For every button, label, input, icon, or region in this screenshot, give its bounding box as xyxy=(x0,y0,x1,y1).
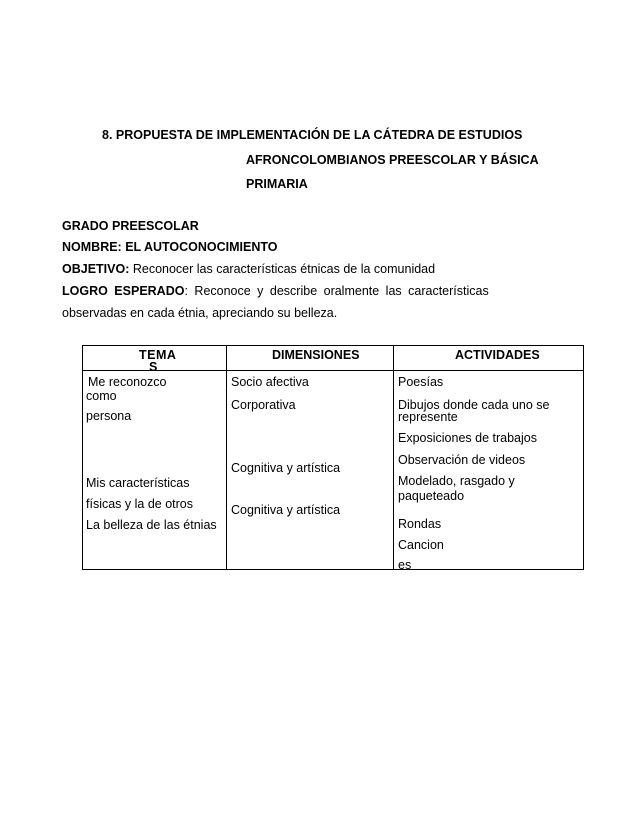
grado-label: GRADO PREESCOLAR xyxy=(62,219,199,233)
actividad-6: Rondas xyxy=(398,517,442,531)
actividad-2-line-1: Dibujos donde cada uno se xyxy=(398,398,550,412)
header-dimensiones: DIMENSIONES xyxy=(272,348,360,362)
actividad-3: Exposiciones de trabajos xyxy=(398,431,537,445)
section-title-line-3: PRIMARIA xyxy=(246,177,308,191)
column-divider-1 xyxy=(226,346,227,569)
header-actividades: ACTIVIDADES xyxy=(455,348,540,362)
logro-text: : Reconoce y describe oralmente las características xyxy=(184,284,489,298)
actividad-2-line-2: represente xyxy=(398,410,458,424)
tema-1-line-1: Me reconozco xyxy=(88,375,167,389)
actividad-4: Observación de videos xyxy=(398,453,526,467)
tema-3: La belleza de las étnias xyxy=(86,518,217,532)
section-title-line-2: AFRONCOLOMBIANOS PREESCOLAR Y BÁSICA xyxy=(246,153,539,167)
header-temas: TEMA xyxy=(139,348,177,362)
header-temas-wrap: S xyxy=(149,360,158,374)
section-title-line-1: 8. PROPUESTA DE IMPLEMENTACIÓN DE LA CÁTEDRA DE ESTUDIOS xyxy=(102,128,523,142)
dimension-1: Socio afectiva xyxy=(231,375,309,389)
logro-label: LOGRO ESPERADO xyxy=(62,284,185,298)
dimension-3: Cognitiva y artística xyxy=(231,461,341,475)
objetivo-line xyxy=(62,262,435,276)
nombre-label: NOMBRE: EL AUTOCONOCIMIENTO xyxy=(62,240,278,254)
logro-line xyxy=(62,284,489,298)
dimension-4: Cognitiva y artística xyxy=(231,503,341,517)
actividad-5: Modelado, rasgado y paqueteado xyxy=(398,474,515,503)
actividad-1: Poesías xyxy=(398,375,444,389)
tema-2-line-2: físicas y la de otros xyxy=(86,497,193,511)
column-divider-2 xyxy=(393,346,394,569)
actividad-8: es xyxy=(398,558,412,569)
tema-2-line-1: Mis características xyxy=(86,476,190,490)
header-divider xyxy=(83,370,583,371)
tema-1-line-2: como xyxy=(86,389,117,403)
actividad-7: Cancion xyxy=(398,538,444,552)
logro-line-2: observadas en cada étnia, apreciando su belleza. xyxy=(62,306,338,320)
objetivo-text: Reconocer las características étnicas de la comunidad xyxy=(129,262,436,276)
dimension-2: Corporativa xyxy=(231,398,296,412)
tema-1-line-3: persona xyxy=(86,409,132,423)
curriculum-table xyxy=(82,345,584,570)
objetivo-label: OBJETIVO: xyxy=(62,262,130,276)
